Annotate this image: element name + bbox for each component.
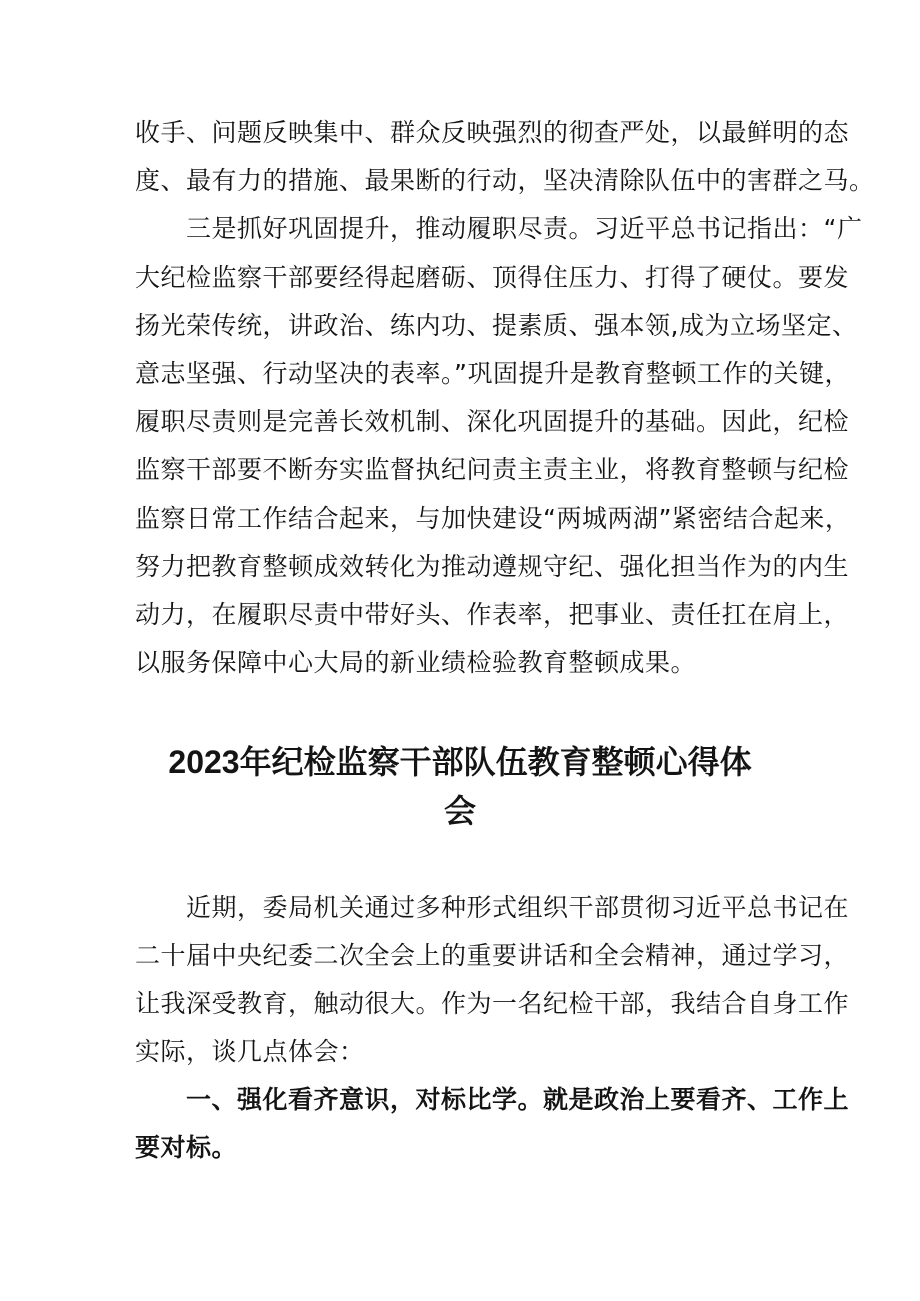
section-heading: 一、强化看齐意识，对标比学。就是政治上要看齐、工作上 bbox=[186, 1085, 850, 1114]
body-line: 收手、问题反映集中、群众反映强烈的彻查严处，以最鲜明的态 bbox=[135, 118, 850, 147]
article-title: 2023年纪检监察干部队伍教育整顿心得体 bbox=[168, 744, 752, 780]
section-heading: 要对标。 bbox=[135, 1133, 238, 1162]
body-line: 动力，在履职尽责中带好头、作表率，把事业、责任扛在肩上， bbox=[135, 600, 850, 629]
body-line: 让我深受教育，触动很大。作为一名纪检干部，我结合自身工作 bbox=[135, 989, 850, 1018]
article-title: 会 bbox=[443, 793, 476, 829]
body-line: 近期，委局机关通过多种形式组织干部贯彻习近平总书记在 bbox=[186, 893, 850, 922]
body-line: 度、最有力的措施、最果断的行动，坚决清除队伍中的害群之马。 bbox=[135, 166, 875, 195]
body-line: 履职尽责则是完善长效机制、深化巩固提升的基础。因此，纪检 bbox=[135, 407, 850, 436]
body-line: 以服务保障中心大局的新业绩检验教育整顿成果。 bbox=[135, 648, 697, 677]
body-line: 意志坚强、行动坚决的表率。”巩固提升是教育整顿工作的关键， bbox=[135, 359, 850, 388]
body-line: 监察日常工作结合起来，与加快建设“两城两湖”紧密结合起来， bbox=[135, 504, 851, 533]
body-line: 三是抓好巩固提升，推动履职尽责。习近平总书记指出：“广 bbox=[186, 214, 863, 243]
body-line: 努力把教育整顿成效转化为推动遵规守纪、强化担当作为的内生 bbox=[135, 552, 850, 581]
body-line: 监察干部要不断夯实监督执纪问责主责主业，将教育整顿与纪检 bbox=[135, 455, 850, 484]
body-line: 实际，谈几点体会： bbox=[135, 1037, 365, 1066]
body-line: 扬光荣传统，讲政治、练内功、提素质、强本领,成为立场坚定、 bbox=[135, 311, 858, 340]
body-line: 大纪检监察干部要经得起磨砺、顶得住压力、打得了硬仗。要发 bbox=[135, 263, 850, 292]
body-line: 二十届中央纪委二次全会上的重要讲话和全会精神，通过学习， bbox=[135, 941, 850, 970]
